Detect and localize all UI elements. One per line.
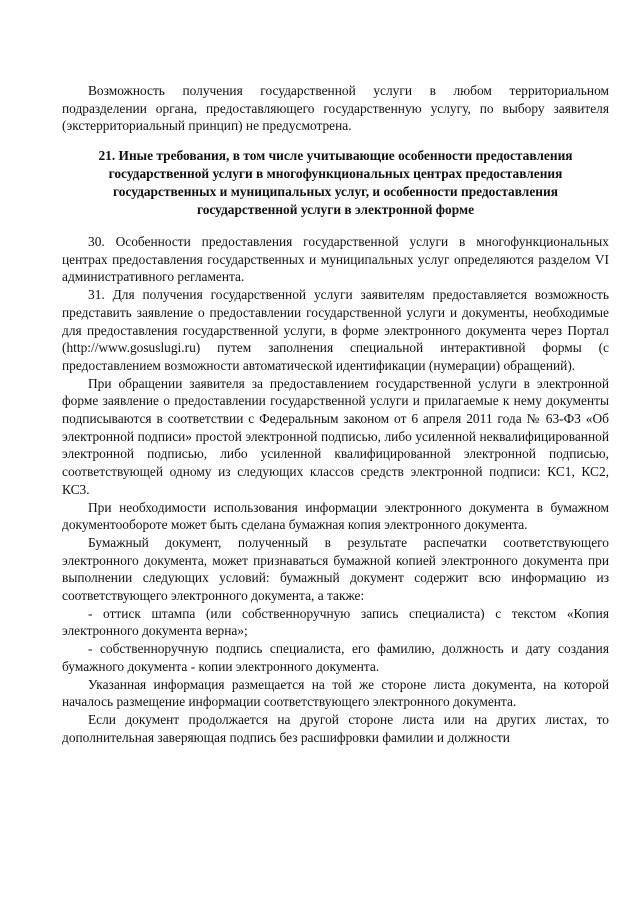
section-heading-block <box>62 147 609 219</box>
intro-paragraph: Возможность получения государственной услуги в любом территориальном подразделении органа, предоставляющего государственную услугу, по выбору заявителя (экстерриториальный принцип) не предусмотрена. <box>62 83 609 134</box>
paragraph-31: 31. Для получения государственной услуги заявителям предоставляется возможность представить заявление о предоставлении государственной услуги и документы, необходимые для предоставления государственной услуги, в форме электронного документа через Портал (http://www.gosuslugi.ru) путем заполнения специальной интерактивной формы (с предоставлением возможности автоматической идентификации (нумерации) обращений). <box>62 287 609 373</box>
paragraph-electronic-signature: При обращении заявителя за предоставлением государственной услуги в электронной форме заявление о предоставлении государственной услуги и прилагаемые к нему документы подписываются в соответствии с Федеральным законом от 6 апреля 2011 года № 63-ФЗ «Об электронной подписи» простой электронной подписью, либо усиленной неквалифицированной электронной подписью, либо усиленной квалифицированной электронной подписью, соответствующей одному из следующих классов средств электронной подписи: КС1, КС2, КС3. <box>62 375 609 497</box>
section-body <box>62 233 609 746</box>
paragraph-30: 30. Особенности предоставления государственной услуги в многофункциональных центрах предоставления государственных и муниципальных услуг определяются разделом VI административного регламента. <box>62 234 609 285</box>
section-heading: 21. Иные требования, в том числе учитывающие особенности предоставления государственной услуги в многофункциональных центрах предоставления государственных и муниципальных услуг, и особенности предоставления государственной услуги в электронной форме <box>98 148 573 217</box>
paragraph-paper-document-conditions: Бумажный документ, полученный в результате распечатки соответствующего электронного документа, может признаваться бумажной копией электронного документа при выполнении следующих условий: бумажный документ содержит всю информацию из соответствующего электронного документа, а также: <box>62 534 609 604</box>
intro-block <box>62 82 609 135</box>
paragraph-continuation: Если документ продолжается на другой стороне листа или на других листах, то дополнительная заверяющая подпись без расшифровки фамилии и должности <box>62 711 609 745</box>
paragraph-paper-copy: При необходимости использования информации электронного документа в бумажном документообороте может быть сделана бумажная копия электронного документа. <box>62 499 609 533</box>
paragraph-information-placement: Указанная информация размещается на той же стороне листа документа, на которой началось размещение информации соответствующего электронного документа. <box>62 676 609 710</box>
list-item-signature: - собственноручную подпись специалиста, его фамилию, должность и дату создания бумажного документа - копии электронного документа. <box>62 641 609 674</box>
list-item-stamp: - оттиск штампа (или собственноручную запись специалиста) с текстом «Копия электронного документа верна»; <box>62 605 609 639</box>
